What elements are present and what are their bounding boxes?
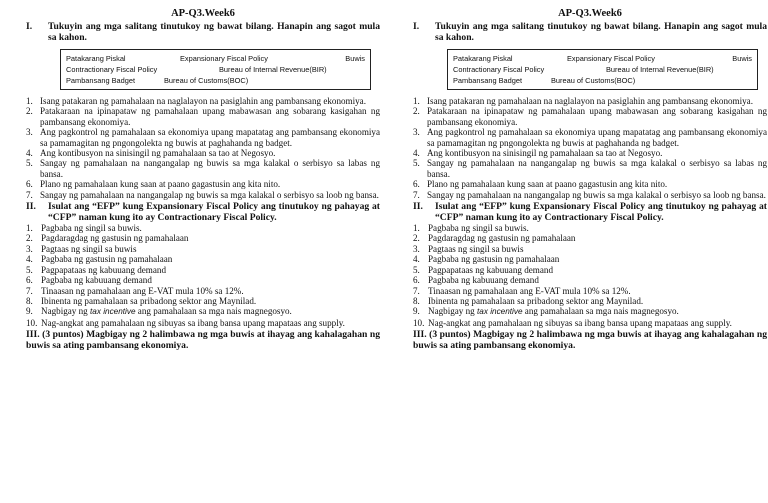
question-item — [413, 275, 767, 285]
question-item — [413, 296, 767, 306]
item-text: Nag-angkat ang pamahalaan ng sibuyas sa ibang bansa upang mapataas ang supply. — [41, 317, 345, 328]
word-choice: Expansionary Fiscal Policy — [567, 54, 655, 63]
word-choice: Buwis — [732, 54, 752, 63]
item-number: 9. — [26, 306, 33, 317]
item-text: Patakaraan na ipinapataw ng pamahalaan upang mabawasan ang sobarang kasigahan ng pambansang ekonomiya. — [427, 106, 767, 127]
item-number: 6. — [413, 179, 420, 190]
question-item — [26, 106, 380, 127]
page-title: AP-Q3.Week6 — [171, 8, 235, 19]
question-item — [413, 148, 767, 158]
word-box — [60, 49, 371, 90]
question-item — [26, 233, 380, 243]
item-text-part: ang pamahalaan sa mga nais magnegosyo. — [522, 306, 679, 317]
question-item — [413, 306, 767, 317]
item-text: Plano ng pamahalaan kung saan at paano gagastusin ang kita nito. — [427, 179, 668, 190]
item-text-part: ang pamahalaan sa mga nais magnegosyo. — [135, 306, 292, 317]
item-number: 7. — [26, 285, 33, 296]
item-text: Pagdaragdag ng gastusin ng pamahalaan — [41, 233, 189, 244]
question-item — [26, 190, 380, 200]
question-item — [26, 254, 380, 264]
section-numeral: II. — [26, 201, 36, 213]
item-number: 7. — [413, 189, 420, 200]
question-item — [26, 158, 380, 179]
item-text: Sangay ng pamahalaan na nangangalap ng buwis sa mga kalakal o serbisyo sa labas ng bansa. — [40, 158, 380, 179]
word-choice: Patakarang Piskal — [453, 54, 513, 63]
item-number: 2. — [26, 106, 33, 117]
word-box-row — [453, 75, 752, 86]
word-box-row — [453, 64, 752, 75]
word-box-row — [66, 75, 365, 86]
question-item — [413, 127, 767, 148]
question-item — [26, 148, 380, 158]
question-item — [413, 318, 767, 328]
question-item — [413, 190, 767, 200]
item-number: 9. — [413, 306, 420, 317]
item-text: Ibinenta ng pamahalaan sa pribadong sektor ang Maynilad. — [428, 295, 644, 306]
word-choice: Contractionary Fiscal Policy — [453, 65, 545, 74]
question-item — [413, 96, 767, 106]
section-2-heading — [26, 201, 380, 223]
question-item — [413, 286, 767, 296]
item-number: 5. — [413, 158, 420, 169]
item-number: 1. — [413, 96, 420, 106]
item-text-part: Nagbigay ng — [428, 306, 477, 317]
question-item — [26, 318, 380, 328]
word-choice: Patakarang Piskal — [66, 54, 126, 63]
item-text: Ang pagkontrol ng pamahalaan sa ekonomiya upang mapatatag ang pambansang ekonomiya sa pamamagitan ng pngongolekta ng buwis at paghahanda ng badget. — [40, 127, 380, 148]
item-number: 3. — [26, 243, 33, 254]
item-text — [428, 306, 767, 317]
section-2-items — [413, 223, 767, 328]
section-3-heading: III. (3 puntos) Magbigay ng 2 halimbawa ng mga buwis at ihayag ang kahalagahan ng buwis sa ating pambansang ekonomiya. — [26, 329, 380, 352]
question-item — [26, 275, 380, 285]
section-instruction: Tukuyin ang mga salitang tinutukoy ng bawat bilang. Hanapin ang sagot mula sa kahon. — [435, 21, 767, 43]
item-text: Pagbaba ng kabuuang demand — [41, 275, 152, 286]
word-choice: Pambansang Badget — [453, 76, 523, 85]
item-text: Ibinenta ng pamahalaan sa pribadong sektor ang Maynilad. — [41, 295, 257, 306]
item-text: Pagbaba ng singil sa buwis. — [428, 223, 529, 234]
item-text: Ang kontibusyon na sinisingil ng pamahalaan sa tao at Negosyo. — [40, 148, 276, 159]
item-text: Tinaasan ng pamahalaan ang E-VAT mula 10% sa 12%. — [428, 285, 631, 296]
item-text: Sangay ng pamahalaan na nangangalap ng buwis sa mga kalakal o serbisyo sa loob ng bansa. — [40, 189, 379, 200]
item-text: Pagdaragdag ng gastusin ng pamahalaan — [428, 233, 576, 244]
word-choice: Buwis — [345, 54, 365, 63]
item-text: Pagbaba ng kabuuang demand — [428, 275, 539, 286]
section-1-heading — [26, 21, 380, 43]
item-text: Isang patakaran ng pamahalaan na naglalayon na pasiglahin ang pambansang ekonomiya. — [427, 96, 753, 106]
word-choice: Bureau of Internal Revenue(BIR) — [219, 65, 327, 74]
question-item — [413, 233, 767, 243]
word-box-row — [66, 64, 365, 75]
item-emphasis: tax incentive — [90, 307, 136, 317]
item-number: 8. — [413, 295, 420, 306]
item-text: Pagtaas ng singil sa buwis — [428, 243, 524, 254]
item-number: 7. — [26, 189, 33, 200]
question-item — [26, 306, 380, 317]
item-number: 4. — [413, 148, 420, 159]
question-item — [413, 265, 767, 275]
word-box-row — [453, 53, 752, 64]
item-text: Tinaasan ng pamahalaan ang E-VAT mula 10% sa 12%. — [41, 285, 244, 296]
item-number: 7. — [413, 285, 420, 296]
item-number: 6. — [26, 275, 33, 286]
item-text: Patakaraan na ipinapataw ng pamahalaan upang mabawasan ang sobarang kasigahan ng pambansang ekonomiya. — [40, 106, 380, 127]
word-choice: Pambansang Badget — [66, 76, 136, 85]
question-item — [413, 106, 767, 127]
question-item — [413, 223, 767, 233]
section-1-items — [413, 96, 767, 200]
item-number: 3. — [413, 243, 420, 254]
item-text: Sangay ng pamahalaan na nangangalap ng buwis sa mga kalakal o serbisyo sa loob ng bansa. — [427, 189, 766, 200]
section-2-items — [26, 223, 380, 328]
item-number: 5. — [26, 264, 33, 275]
section-instruction: Tukuyin ang mga salitang tinutukoy ng bawat bilang. Hanapin ang sagot mula sa kahon. — [48, 21, 380, 43]
section-1-items — [26, 96, 380, 200]
question-item — [413, 158, 767, 179]
section-numeral: I. — [26, 21, 33, 32]
word-choice: Expansionary Fiscal Policy — [180, 54, 268, 63]
item-number: 5. — [26, 158, 33, 169]
item-text: Pagpapataas ng kabuuang demand — [428, 264, 553, 275]
item-text: Pagtaas ng singil sa buwis — [41, 243, 137, 254]
word-box-row — [66, 53, 365, 64]
item-text-part: Nagbigay ng — [41, 306, 90, 317]
item-number: 6. — [413, 275, 420, 286]
question-item — [26, 96, 380, 106]
item-text: Ang kontibusyon na sinisingil ng pamahalaan sa tao at Negosyo. — [427, 148, 663, 159]
item-number: 2. — [413, 233, 420, 244]
word-box — [447, 49, 758, 90]
item-number: 4. — [26, 148, 33, 159]
word-choice: Bureau of Customs(BOC) — [551, 76, 636, 85]
section-1-heading — [413, 21, 767, 43]
item-text: Sangay ng pamahalaan na nangangalap ng buwis sa mga kalakal o serbisyo sa labas ng bansa. — [427, 158, 767, 179]
section-numeral: I. — [413, 21, 420, 32]
item-number: 4. — [26, 254, 33, 265]
worksheet-page-right — [413, 8, 767, 351]
question-item — [26, 223, 380, 233]
section-2-heading — [413, 201, 767, 223]
question-item — [26, 286, 380, 296]
item-number: 10. — [26, 317, 38, 328]
question-item — [413, 179, 767, 189]
page-title: AP-Q3.Week6 — [558, 8, 622, 19]
word-choice: Bureau of Customs(BOC) — [164, 76, 249, 85]
item-text: Pagbaba ng gastusin ng pamahalaan — [428, 254, 560, 265]
item-number: 5. — [413, 264, 420, 275]
question-item — [26, 244, 380, 254]
item-text: Pagbaba ng singil sa buwis. — [41, 223, 142, 234]
item-number: 4. — [413, 254, 420, 265]
item-number: 2. — [26, 233, 33, 244]
item-number: 1. — [413, 223, 420, 234]
item-number: 2. — [413, 106, 420, 117]
item-text: Plano ng pamahalaan kung saan at paano gagastusin ang kita nito. — [40, 179, 281, 190]
item-text: Isang patakaran ng pamahalaan na naglalayon na pasiglahin ang pambansang ekonomiya. — [40, 96, 366, 106]
item-text — [41, 306, 380, 317]
item-text: Pagpapataas ng kabuuang demand — [41, 264, 166, 275]
item-text: Nag-angkat ang pamahalaan ng sibuyas sa ibang bansa upang mapataas ang supply. — [428, 317, 732, 328]
section-instruction: Isulat ang “EFP” kung Expansionary Fiscal Policy ang tinutukoy ng pahayag at “CFP” naman kung ito ay Contractionary Fiscal Policy. — [435, 201, 767, 224]
question-item — [26, 265, 380, 275]
item-number: 6. — [26, 179, 33, 190]
word-choice: Bureau of Internal Revenue(BIR) — [606, 65, 714, 74]
item-emphasis: tax incentive — [477, 307, 523, 317]
item-number: 1. — [26, 96, 33, 106]
question-item — [413, 244, 767, 254]
item-number: 3. — [413, 127, 420, 138]
question-item — [26, 296, 380, 306]
question-item — [26, 127, 380, 148]
section-instruction: Isulat ang “EFP” kung Expansionary Fiscal Policy ang tinutukoy ng pahayag at “CFP” naman kung ito ay Contractionary Fiscal Policy. — [48, 201, 380, 224]
item-text: Pagbaba ng gastusin ng pamahalaan — [41, 254, 173, 265]
item-number: 3. — [26, 127, 33, 138]
word-choice: Contractionary Fiscal Policy — [66, 65, 158, 74]
worksheet-page-left — [26, 8, 380, 351]
item-number: 8. — [26, 295, 33, 306]
question-item — [413, 254, 767, 264]
section-3-heading: III. (3 puntos) Magbigay ng 2 halimbawa ng mga buwis at ihayag ang kahalagahan ng buwis sa ating pambansang ekonomiya. — [413, 329, 767, 352]
section-numeral: II. — [413, 201, 423, 213]
item-text: Ang pagkontrol ng pamahalaan sa ekonomiya upang mapatatag ang pambansang ekonomiya sa pamamagitan ng pngongolekta ng buwis at paghahanda ng badget. — [427, 127, 767, 148]
question-item — [26, 179, 380, 189]
item-number: 1. — [26, 223, 33, 234]
item-number: 10. — [413, 317, 425, 328]
